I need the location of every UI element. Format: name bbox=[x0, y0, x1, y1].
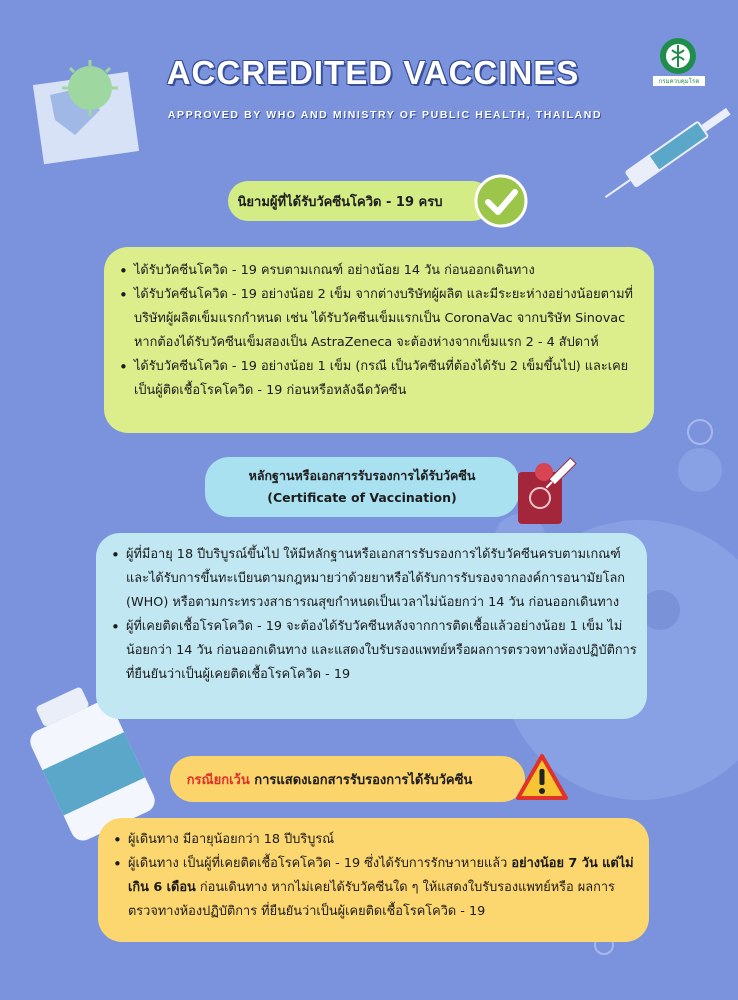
section3-panel bbox=[98, 818, 649, 942]
list-item: • ผู้ที่เคยติดเชื้อโรคโควิด - 19 จะต้องได้รับวัคซีนหลังจากการติดเชื้อแล้วอย่างน้อย 1 เข็ม ไม่น้อยกว่า 14 วัน ก่อนออกเดินทาง และแสดงใบรับรองแพทย์หรือผลการตรวจทางห้องปฏิบัติการ ที่ยืนยันว่าเป็นผู้เคยติดเชื้อโรคโควิด - 19 bbox=[108, 615, 637, 687]
section3-list bbox=[110, 828, 639, 924]
section1-heading bbox=[228, 181, 492, 221]
section1-panel bbox=[104, 247, 654, 433]
page-subtitle: APPROVED BY WHO AND MINISTRY OF PUBLIC HEALTH, THAILAND bbox=[167, 109, 603, 121]
moph-logo bbox=[652, 36, 712, 96]
list-item: • ผู้ที่มีอายุ 18 ปีบริบูรณ์ขึ้นไป ให้มีหลักฐานหรือเอกสารรับรองการได้รับวัคซีนครบตามเกณฑ์ และได้รับการขึ้นทะเบียนตามกฎหมายว่าด้วยยาหรือได้รับการรับรองจากองค์การอนามัยโลก (WHO) หรือตามกระทรวงสาธารณสุขกำหนดเป็นเวลาไม่น้อยกว่า 14 วัน ก่อนออกเดินทาง bbox=[108, 543, 637, 615]
section3-heading-rest: การแสดงเอกสารรับรองการได้รับวัคซีน bbox=[254, 772, 473, 788]
section3-heading bbox=[170, 756, 525, 802]
section2-heading-line2: (Certificate of Vaccination) bbox=[267, 490, 457, 505]
list-item: • ได้รับวัคซีนโควิด - 19 อย่างน้อย 1 เข็ม (กรณี เป็นวัคซีนที่ต้องได้รับ 2 เข็มขึ้นไป) และเคยเป็นผู้ติดเชื้อโรคโควิด - 19 ก่อนหรือหลังฉีดวัคซีน bbox=[116, 355, 644, 403]
list-item: • ได้รับวัคซีนโควิด - 19 ครบตามเกณฑ์ อย่างน้อย 14 วัน ก่อนออกเดินทาง bbox=[116, 259, 644, 283]
list-item: • ผู้เดินทาง มีอายุน้อยกว่า 18 ปีบริบูรณ์ bbox=[110, 828, 639, 852]
vaccine-passport-icon bbox=[510, 456, 582, 528]
section1-list bbox=[116, 259, 644, 403]
check-icon bbox=[474, 174, 528, 228]
list-item: • ได้รับวัคซีนโควิด - 19 อย่างน้อย 2 เข็ม จากต่างบริษัทผู้ผลิต และมีระยะห่างอย่างน้อยตามที่บริษัทผู้ผลิตเข็มแรกกำหนด เช่น ได้รับวัคซีนเข็มแรกเป็น CoronaVac จากบริษัท Sinovac หากต้องได้รับวัคซีนเข็มสองเป็น AstraZeneca จะต้องห่างจากเข็มแรก 2 - 4 สัปดาห์ bbox=[116, 283, 644, 355]
item2-text-end: ก่อนเดินทาง หากไม่เคยได้รับวัคซีนใด ๆ ให้แสดงใบรับรองแพทย์หรือ ผลการตรวจทางห้องปฏิบัติการ ที่ยืนยันว่าเป็นผู้เคยติดเชื้อโรคโควิด - 19 bbox=[128, 880, 615, 919]
section2-heading bbox=[205, 457, 519, 517]
section1-heading-text: นิยามผู้ที่ได้รับวัคซีนโควิด - 19 ครบ bbox=[237, 194, 443, 210]
item2-text: ผู้เดินทาง เป็นผู้ที่เคยติดเชื้อโรคโควิด - 19 ซึ่งได้รับการรักษาหายแล้ว bbox=[128, 856, 512, 871]
section2-list bbox=[108, 543, 637, 687]
section3-heading-text bbox=[187, 769, 473, 790]
section2-heading-line1: หลักฐานหรือเอกสารรับรองการได้รับวัคซีน bbox=[248, 468, 476, 483]
item2-bold: อย่างน้อย 7 วัน แต่ไม่เกิน 6 เดือน bbox=[128, 856, 634, 895]
page-title: ACCREDITED VACCINES bbox=[166, 54, 580, 91]
section2-panel bbox=[96, 533, 647, 719]
section3-heading-exception: กรณียกเว้น bbox=[186, 772, 250, 788]
list-item bbox=[110, 852, 639, 924]
logo-text: กรมควบคุมโรค bbox=[653, 76, 705, 86]
warning-icon bbox=[515, 752, 569, 802]
